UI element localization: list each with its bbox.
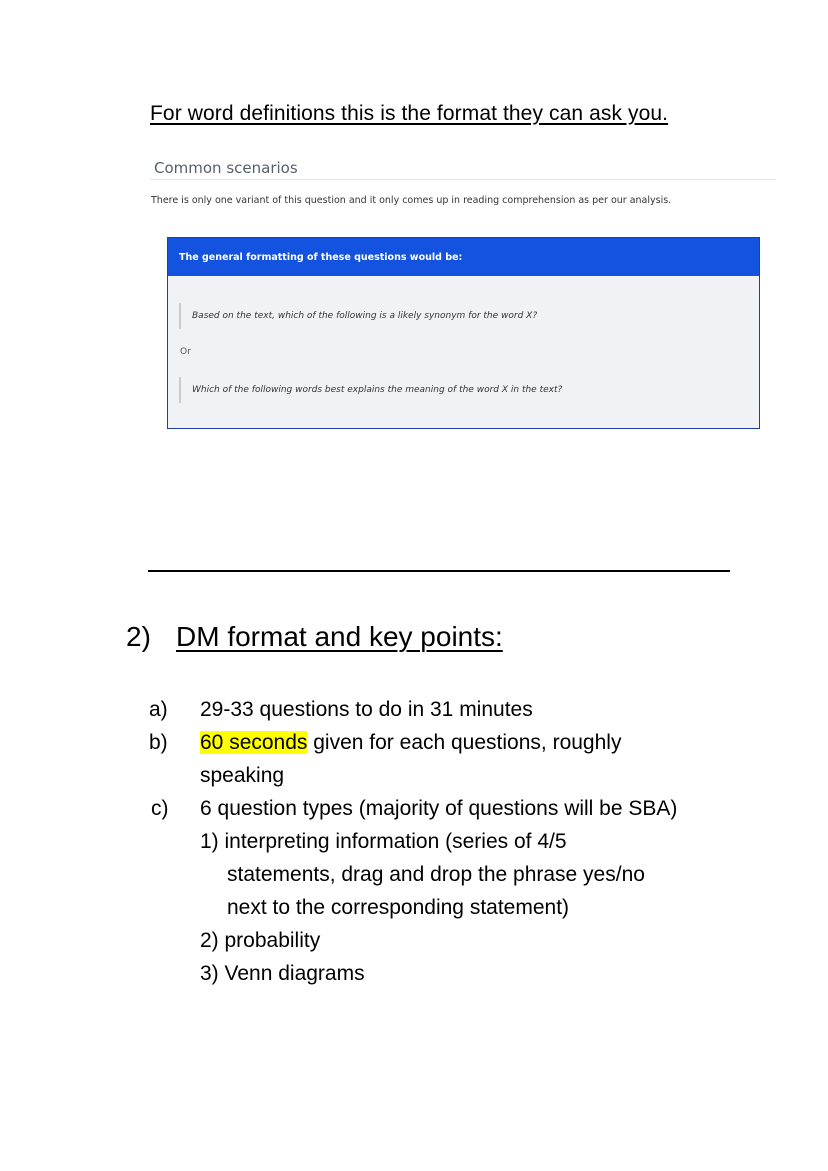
- example-question-1: Based on the text, which of the following is a likely synonym for the word X?: [179, 303, 537, 329]
- section-number: 2): [126, 621, 151, 652]
- list-item-b: [200, 731, 621, 755]
- or-label: Or: [180, 347, 191, 357]
- embed-section-title: Common scenarios: [154, 159, 298, 177]
- sub-item-3: 3) Venn diagrams: [200, 962, 365, 985]
- sub-item-1-line1: 1) interpreting information (series of 4/5: [200, 830, 567, 853]
- list-marker-b: b): [149, 731, 168, 754]
- list-item-b-line2: speaking: [200, 764, 285, 787]
- example-question-2: Which of the following words best explains the meaning of the word X in the text?: [179, 377, 562, 403]
- format-box-header: The general formatting of these questions would be:: [168, 238, 759, 276]
- sub-item-1-line3: next to the corresponding statement): [227, 896, 570, 919]
- sub-item-2: 2) probability: [200, 929, 321, 952]
- top-heading: For word definitions this is the format they can ask you.: [150, 102, 669, 125]
- horizontal-rule: [148, 570, 730, 572]
- list-item-b-rest: given for each questions, roughly: [307, 731, 622, 754]
- highlighted-text: 60 seconds: [200, 731, 308, 754]
- embed-divider: [150, 179, 776, 180]
- list-item-c: 6 question types (majority of questions will be SBA): [200, 797, 678, 820]
- format-box: [167, 237, 760, 429]
- list-marker-a: a): [149, 698, 168, 721]
- section-title: DM format and key points:: [176, 621, 503, 652]
- list-item-a: 29-33 questions to do in 31 minutes: [200, 698, 533, 721]
- sub-item-1-line2: statements, drag and drop the phrase yes/no: [227, 863, 645, 886]
- embed-description: There is only one variant of this question and it only comes up in reading comprehension as per our analysis.: [151, 195, 672, 206]
- list-marker-c: c): [151, 797, 169, 820]
